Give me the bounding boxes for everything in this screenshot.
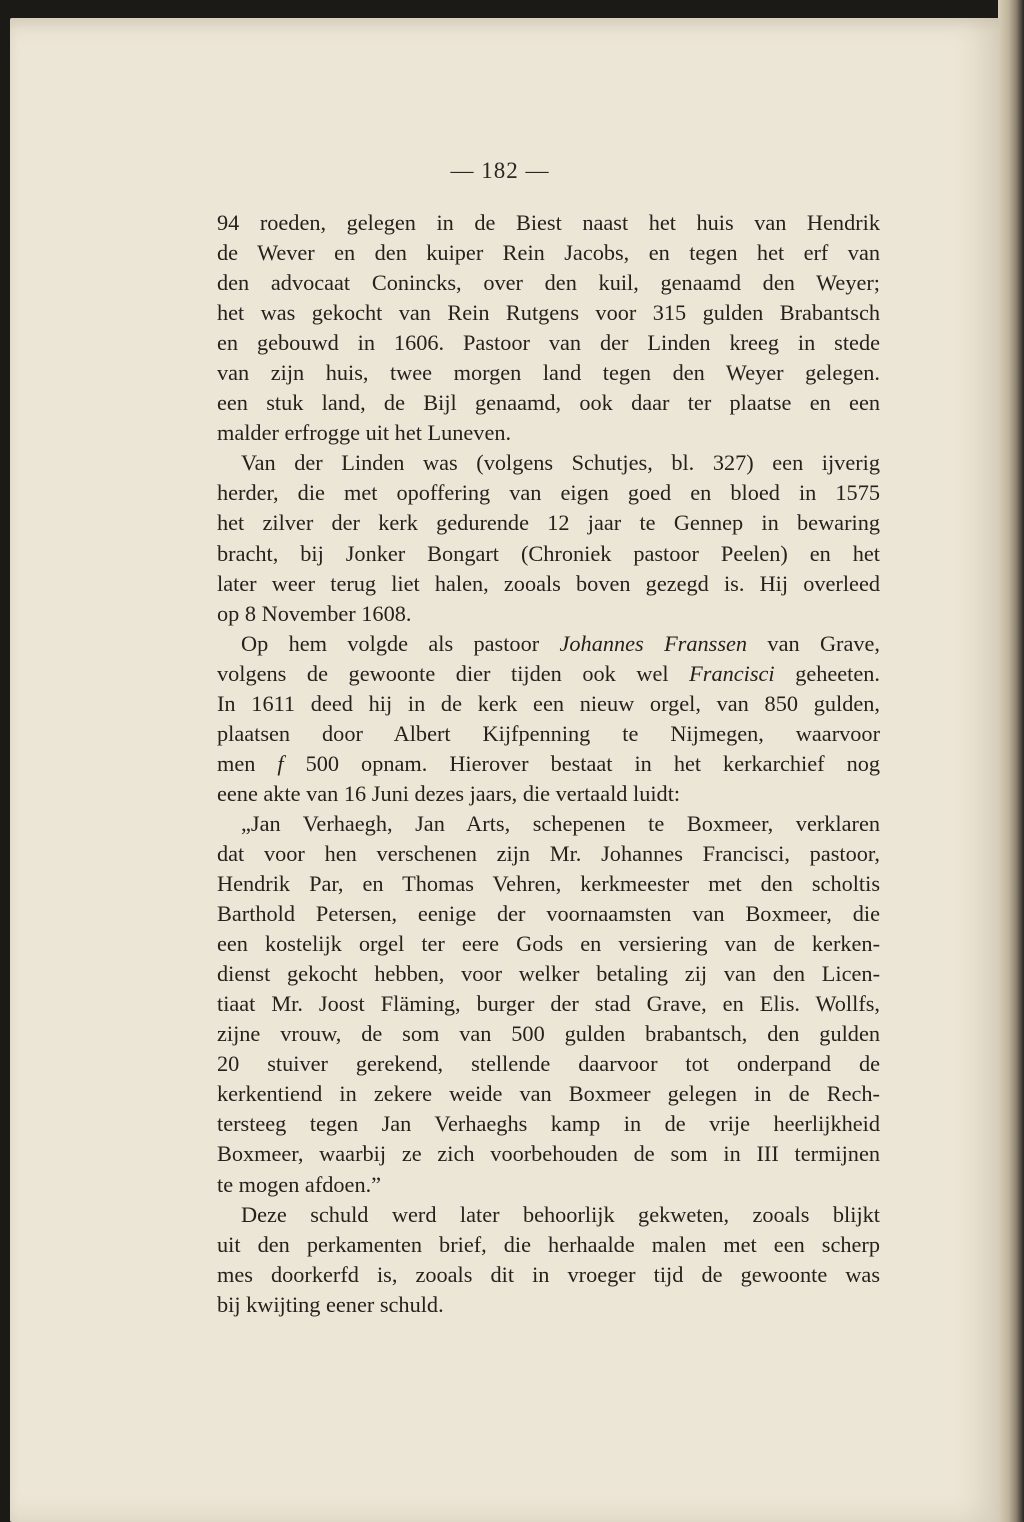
italic-name: Johannes Franssen [559,630,748,656]
text-line: het was gekocht van Rein Rutgens voor 315 gulden Brabantsch [217,300,880,326]
text-line: te mogen afdoen.” [217,1171,382,1197]
text-line: 20 stuiver gerekend, stellende daarvoor tot onderpand de [217,1051,880,1077]
text-line: Van der Linden was (volgens Schutjes, bl. 327) een ijverig [241,450,880,476]
text-line: Hendrik Par, en Thomas Vehren, kerkmeester met den scholtis [217,871,880,897]
text-run: 500 opnam. Hierover bestaat in het kerkarchief nog [283,750,881,776]
florin-symbol: f [277,750,284,776]
text-line: tiaat Mr. Joost Fläming, burger der stad Grave, en Elis. Wollfs, [217,991,880,1017]
text-line: dienst gekocht hebben, voor welker betaling zij van den Licen- [217,961,880,987]
text-line: op 8 November 1608. [217,600,412,626]
text-line: de Wever en den kuiper Rein Jacobs, en tegen het erf van [217,240,880,266]
text-line: plaatsen door Albert Kijfpenning te Nijmegen, waarvoor [217,720,880,746]
text-line: een kostelijk orgel ter eere Gods en versiering van de kerken- [217,931,880,957]
italic-name: Francisci [689,660,775,686]
text-line: bij kwijting eener schuld. [217,1291,444,1317]
text-line: malder erfrogge uit het Luneven. [217,420,512,446]
text-line: kerkentiend in zekere weide van Boxmeer gelegen in de Rech- [217,1081,880,1107]
text-line: Barthold Petersen, eenige der voornaamsten van Boxmeer, die [217,901,880,927]
text-line: herder, die met opoffering van eigen goed en bloed in 1575 [217,480,880,506]
text-line: eene akte van 16 Juni dezes jaars, die vertaald luidt: [217,780,681,806]
text-line: Boxmeer, waarbij ze zich voorbehouden de som in III termijnen [217,1141,880,1167]
text-line: tersteeg tegen Jan Verhaeghs kamp in de vrije heerlijkheid [217,1111,880,1137]
text-line [217,659,880,689]
text-line: van zijn huis, twee morgen land tegen den Weyer gelegen. [217,360,880,386]
text-line: uit den perkamenten brief, die herhaalde malen met een scherp [217,1231,880,1257]
text-line: 94 roeden, gelegen in de Biest naast het huis van Hendrik [217,210,880,235]
text-line: het zilver der kerk gedurende 12 jaar te Gennep in bewaring [217,510,880,536]
text-run: volgens de gewoonte dier tijden ook wel [217,660,690,686]
text-run: Op hem volgde als pastoor [241,630,560,656]
body-text [217,208,880,1320]
text-line: later weer terug liet halen, zooals boven gezegd is. Hij overleed [217,570,880,596]
text-line: „Jan Verhaegh, Jan Arts, schepenen te Boxmeer, verklaren [241,810,880,836]
text-run: men [217,750,278,776]
text-line: mes doorkerfd is, zooals dit in vroeger tijd de gewoonte was [217,1261,880,1287]
text-line: den advocaat Conincks, over den kuil, genaamd den Weyer; [217,270,880,296]
text-line [217,749,880,779]
page-number: — 182 — [450,158,550,183]
text-line [217,629,880,659]
text-line: een stuk land, de Bijl genaamd, ook daar ter plaatse en een [217,390,880,416]
page-edge [998,0,1024,1522]
text-line: Deze schuld werd later behoorlijk gekweten, zooals blijkt [241,1201,880,1227]
text-line: In 1611 deed hij in de kerk een nieuw orgel, van 850 gulden, [217,690,880,716]
text-line: dat voor hen verschenen zijn Mr. Johannes Francisci, pastoor, [217,840,880,866]
text-line: en gebouwd in 1606. Pastoor van der Linden kreeg in stede [217,330,880,356]
text-run: van Grave, [747,630,881,656]
text-line: zijne vrouw, de som van 500 gulden brabantsch, den gulden [217,1021,880,1047]
text-run: geheeten. [774,660,880,686]
text-line: bracht, bij Jonker Bongart (Chroniek pastoor Peelen) en het [217,540,880,566]
